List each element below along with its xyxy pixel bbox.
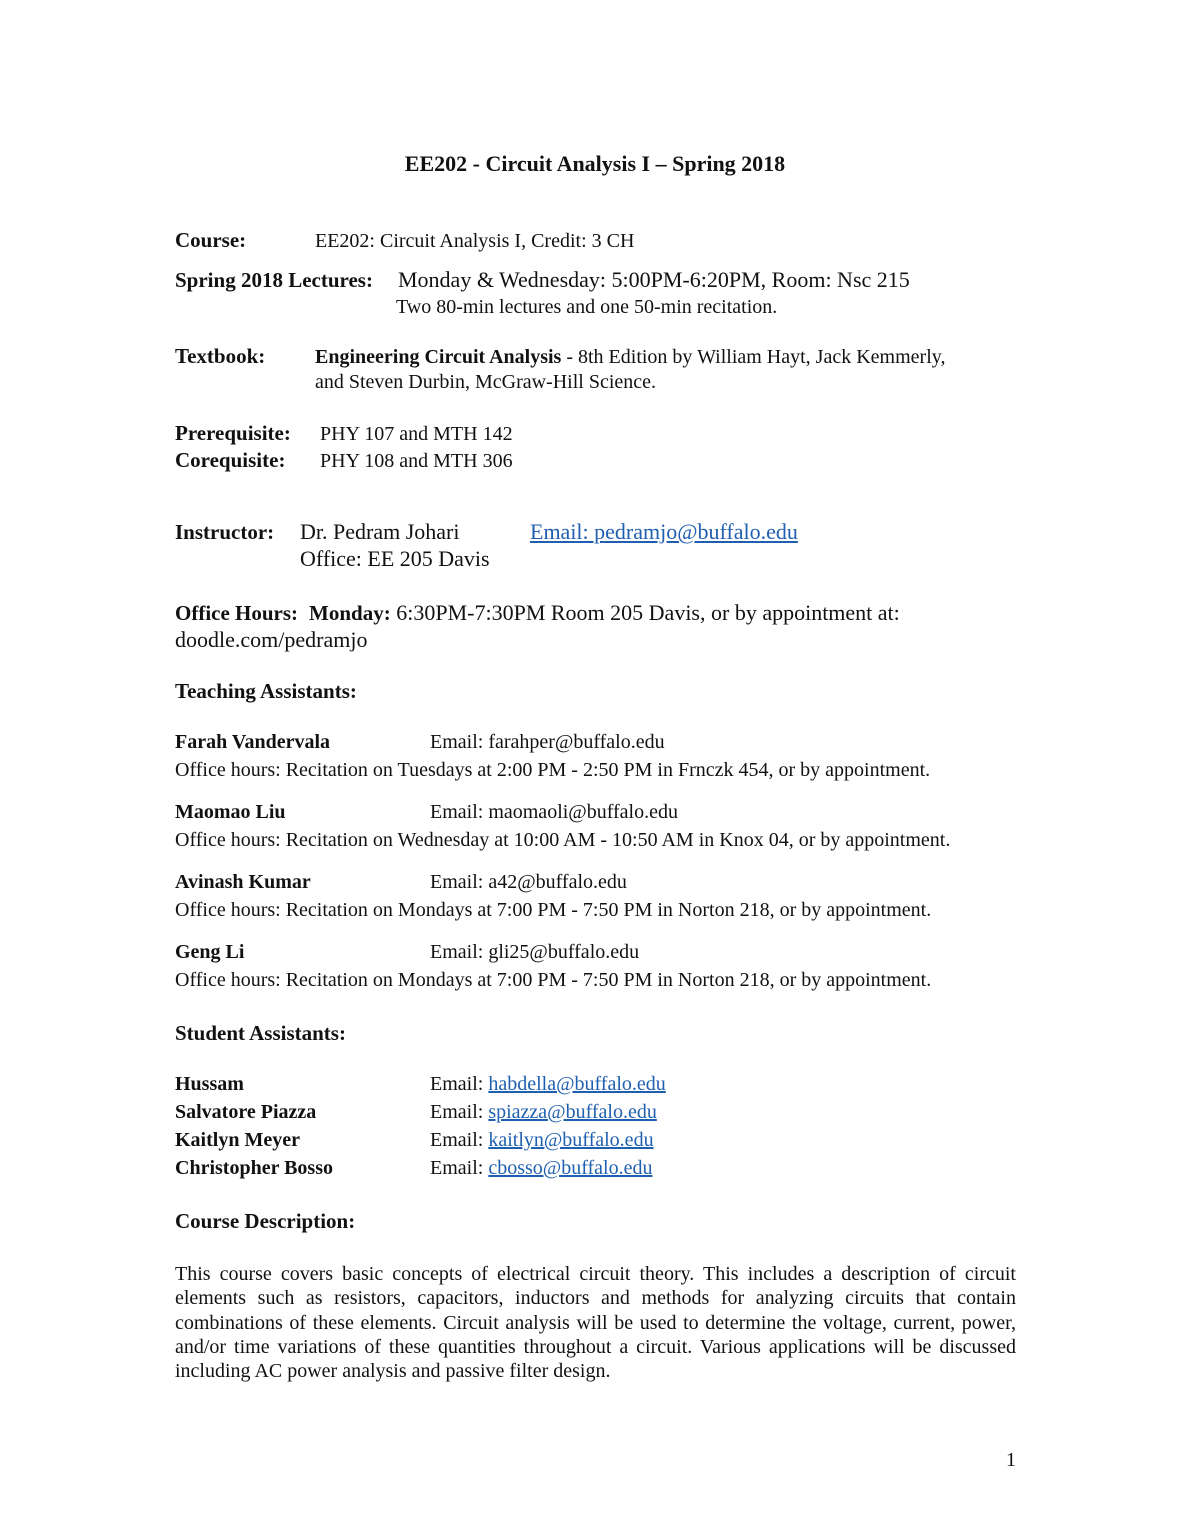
course-description-text: This course covers basic concepts of electrical circuit theory. This includes a description of circuit elements such as resistors, capacitors, inductors and methods for analyzing circuits that contain combinations of these elements. Circuit analysis will be used to determine the voltage, current, power, and/or time variations of these quantities throughout a circuit. Various applications will be discussed including AC power analysis and passive filter design.: [175, 1263, 1016, 1383]
lectures-label: Spring 2018 Lectures:: [175, 268, 373, 292]
instructor-office: Office: EE 205 Davis: [300, 546, 490, 571]
instructor-name: Dr. Pedram Johari: [300, 519, 460, 544]
sa-email-link[interactable]: spiazza@buffalo.edu: [488, 1101, 657, 1123]
textbook-label: Textbook:: [175, 344, 266, 368]
course-value: EE202: Circuit Analysis I, Credit: 3 CH: [315, 230, 635, 252]
course-description-heading: Course Description:: [175, 1209, 356, 1233]
ta-name: Avinash Kumar: [175, 871, 311, 893]
lectures-value: Monday & Wednesday: 5:00PM-6:20PM, Room: Nsc 215: [398, 267, 910, 292]
course-label: Course:: [175, 228, 247, 252]
ta-email: Email: a42@buffalo.edu: [430, 871, 627, 893]
corequisite-label: Corequisite:: [175, 448, 286, 472]
ta-office-hours: Office hours: Recitation on Wednesday at 10:00 AM - 10:50 AM in Knox 04, or by appointment.: [175, 829, 951, 851]
prerequisite-value: PHY 107 and MTH 142: [320, 423, 513, 445]
sa-email-prefix: Email:: [430, 1129, 489, 1151]
sa-name: Christopher Bosso: [175, 1157, 333, 1179]
ta-email: Email: farahper@buffalo.edu: [430, 731, 665, 753]
office-hours-label: Office Hours:: [175, 601, 299, 625]
textbook-edition: - 8th Edition by William Hayt, Jack Kemmerly,: [561, 346, 946, 368]
office-hours-line-2: doodle.com/pedramjo: [175, 627, 368, 652]
ta-office-hours: Office hours: Recitation on Tuesdays at 2:00 PM - 2:50 PM in Frnczk 454, or by appointment.: [175, 759, 931, 781]
office-hours-detail: 6:30PM-7:30PM Room 205 Davis, or by appointment at:: [390, 600, 900, 625]
instructor-email-link[interactable]: Email: pedramjo@buffalo.edu: [530, 519, 798, 544]
student-assistants-heading: Student Assistants:: [175, 1021, 346, 1045]
textbook-line-2: and Steven Durbin, McGraw-Hill Science.: [315, 371, 657, 393]
sa-email-link[interactable]: kaitlyn@buffalo.edu: [488, 1129, 654, 1151]
office-hours-day: Monday:: [309, 601, 391, 625]
ta-office-hours: Office hours: Recitation on Mondays at 7:00 PM - 7:50 PM in Norton 218, or by appointment.: [175, 969, 932, 991]
instructor-label: Instructor:: [175, 520, 275, 544]
sa-email-prefix: Email:: [430, 1157, 489, 1179]
sa-email-link[interactable]: habdella@buffalo.edu: [488, 1073, 666, 1095]
sa-email-row: [430, 1130, 654, 1150]
sa-email-row: [430, 1102, 657, 1122]
corequisite-value: PHY 108 and MTH 306: [320, 450, 513, 472]
sa-name: Hussam: [175, 1073, 244, 1095]
ta-name: Farah Vandervala: [175, 731, 331, 753]
ta-email: Email: gli25@buffalo.edu: [430, 941, 640, 963]
page-number: 1: [1006, 1449, 1016, 1471]
textbook-title: Engineering Circuit Analysis: [315, 346, 562, 368]
sa-email-prefix: Email:: [430, 1073, 489, 1095]
sa-name: Kaitlyn Meyer: [175, 1129, 300, 1151]
lectures-note: Two 80-min lectures and one 50-min recitation.: [396, 296, 778, 318]
textbook-line-1: [315, 347, 945, 367]
ta-office-hours: Office hours: Recitation on Mondays at 7:00 PM - 7:50 PM in Norton 218, or by appointment.: [175, 899, 932, 921]
sa-email-link[interactable]: cbosso@buffalo.edu: [488, 1157, 653, 1179]
page-title: EE202 - Circuit Analysis I – Spring 2018: [404, 151, 786, 176]
sa-name: Salvatore Piazza: [175, 1101, 317, 1123]
ta-name: Geng Li: [175, 941, 245, 963]
sa-email-prefix: Email:: [430, 1101, 489, 1123]
office-hours-line-1: [175, 602, 900, 624]
teaching-assistants-heading: Teaching Assistants:: [175, 679, 357, 703]
sa-email-row: [430, 1074, 666, 1094]
sa-email-row: [430, 1158, 652, 1178]
prerequisite-label: Prerequisite:: [175, 421, 291, 445]
ta-email: Email: maomaoli@buffalo.edu: [430, 801, 678, 823]
ta-name: Maomao Liu: [175, 801, 286, 823]
